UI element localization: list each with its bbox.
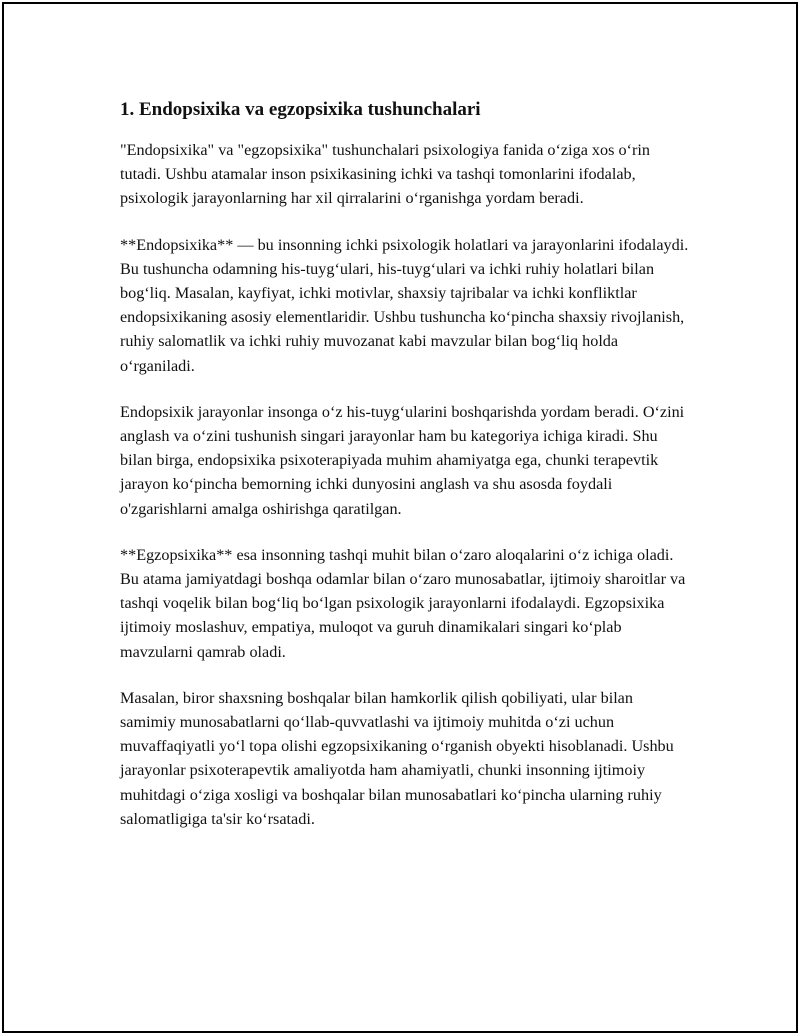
paragraph-egzopsixika-definition: **Egzopsixika** esa insonning tashqi muhit bilan o‘zaro aloqalarini o‘z ichiga oladi. Bu atama jamiyatdagi boshqa odamlar bilan o‘zaro munosabatlar, ijtimoiy sharoitlar va tashqi voqelik bilan bog‘liq bo‘lgan psixologik jarayonlarni ifodalaydi. Egzopsixika ijtimoiy moslashuv, empatiya, muloqot va guruh dinamikalari singari ko‘plab mavzularni qamrab oladi.: [120, 545, 686, 661]
page-border: [2, 2, 798, 1033]
document-body: [120, 98, 690, 853]
section-heading: 1. Endopsixika va egzopsixika tushunchalari: [120, 99, 481, 120]
paragraph-endopsixika-definition: **Endopsixika** — bu insonning ichki psixologik holatlari va jarayonlarini ifodalaydi. Bu tushuncha odamning his-tuyg‘ulari, his-tuyg‘ulari va ichki ruhiy holatlari bilan bog‘liq. Masalan, kayfiyat, ichki motivlar, shaxsiy tajribalar va ichki konfliktlar endopsixikaning asosiy elementlaridir. Ushbu tushuncha ko‘pincha shaxsiy rivojlanish, ruhiy salomatlik va ichki ruhiy muvozanat kabi mavzular bilan bog‘liq holda o‘rganiladi.: [120, 235, 689, 375]
paragraph-endopsixik-processes: Endopsixik jarayonlar insonga o‘z his-tuyg‘ularini boshqarishda yordam beradi. O‘zini anglash va o‘zini tushunish singari jarayonlar ham bu kategoriya ichiga kiradi. Shu bilan birga, endopsixika psixoterapiyada muhim ahamiyatga ega, chunki terapevtik jarayon ko‘pincha bemorning ichki dunyosini anglash va shu asosda foydali o'zgarishlarni amalga oshirishga qaratilgan.: [120, 402, 685, 518]
paragraph-intro: "Endopsixika" va "egzopsixika" tushunchalari psixologiya fanida o‘ziga xos o‘rin tutadi. Ushbu atamalar inson psixikasining ichki va tashqi tomonlarini ifodalab, psixologik jarayonlarning har xil qirralarini o‘rganishga yordam beradi.: [120, 141, 650, 208]
paragraph-egzopsixika-example: Masalan, biror shaxsning boshqalar bilan hamkorlik qilish qobiliyati, ular bilan samimiy munosabatlarni qo‘llab-quvvatlashi va ijtimoiy muhitda o‘zi uchun muvaffaqiyatli yo‘l topa olishi egzopsixikaning o‘rganish obyekti hisoblanadi. Ushbu jarayonlar psixoterapevtik amaliyotda ham ahamiyatli, chunki insonning ijtimoiy muhitdagi o‘ziga xosligi va boshqalar bilan munosabatlari ko‘pincha ularning ruhiy salomatligiga ta'sir ko‘rsatadi.: [120, 688, 674, 828]
